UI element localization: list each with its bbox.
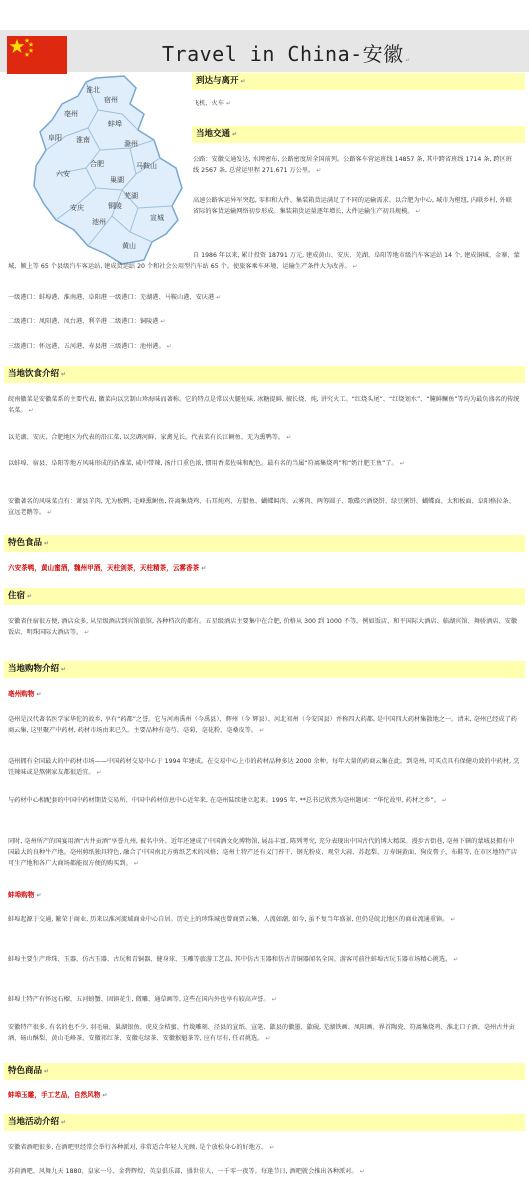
activities-paragraph-1: 安徽省酒吧很多, 在酒吧里经常会举行各种派对, 非常适合年轻人光顾, 是个放松身心的好地方。 ↵ [8,1144,275,1151]
map-label: 池州 [92,218,106,226]
map-label: 巢湖 [110,176,124,184]
section-heading-shopping: 当地购物介绍 ↵ [4,661,525,678]
section-heading-specialty-goods: 特色商品 ↵ [4,1063,525,1080]
map-label: 宣城 [150,214,164,222]
specialty-food-list: 六安茶鸭，黄山蜜酒，魏州甲酒，天柱剑茶，天柱精茶，云雾香茶 ↵ [8,564,207,572]
shopping-paragraph-6: 蚌埠主要生产珍珠、玉器、仿古玉器、古玩和青铜器、健身球、玉雕等旅游工艺品, 其中仿古玉器和仿古青铜器闻名全国。游客可前往蚌埠古玩玉器市场精心挑选。 ↵ [8,956,459,963]
map-label: 芜湖 [124,192,138,200]
map-label: 淮北 [86,86,100,94]
map-label: 蚌埠 [108,120,122,128]
food-paragraph-1: 皖南徽菜是安徽菜系的主要代表, 徽菜向以烹制山珍海味而著称。它的特点是常以火腿佐味, 冰糖提鲜, 擅长烧、炖, 讲究火工。“红烧头尾”、“红烧划水”、“腌鲜鳜鱼”等均为最负盛名的传统名菜。 ↵ [8,396,520,414]
section-heading-lodging: 住宿 ↵ [4,588,525,605]
map-label: 安庆 [70,204,84,212]
specialty-goods-list: 蚌埠玉雕，手工艺品，自然风物 ↵ [8,1091,108,1099]
shopping-paragraph-7: 蚌埠土特产有怀远石榴、五河螃蟹、固镇花生, 微雕、通草画等, 这些在国内外也享有较高声誉。 ↵ [8,996,277,1003]
shopping-paragraph-2: 亳州拥有全国最大的中药材市场——中国药材交易中心于 1994 年建成。在交易中心上市的药材品种多达 2000 余种。每年大量的药商云集在此。到亳州, 可买点具有保健功效的中药材, 烹饪辣味或是熬粥家友都很适宜。 ↵ [8,758,520,776]
anhui-map-icon [26,70,188,270]
transport-ports-3: 三级港口：怀远港、五河港、寿县港 三级港口：池州港。 ↵ [8,343,172,350]
map-label: 马鞍山 [136,162,157,170]
food-paragraph-4: 安徽著名的风味菜点有：萧县羊肉, 无为板鸭, 毛峰熏鲥鱼, 符离集烧鸡、石耳炖鸡、方腊鱼、蝴蝶鲟肉、云雾肉、两筹圆子、歌碟兴酒烧饼、绿豆粥饼、蝴蝶面、太和板面、阜阳格拉条、宣远老鹅等。 ↵ [8,498,515,516]
lodging-paragraph: 安徽省住宿很方便, 酒店众多, 从星级酒店到宾馆旅馆, 各种档次的都有。五星级酒店主要集中在合肥, 价格从 300 到 1000 不等。例如饭店、和平国际大酒店、临湖宾馆、舞骄酒店、安徽饭店、明珠国际大酒店等。 ↵ [8,618,518,636]
section-heading-food: 当地饮食介绍 ↵ [4,366,525,383]
map-label: 宿州 [104,96,118,104]
transport-ports-2: 二级港口：凤阳港、凤台港、利辛港 二级港口：铜陵港 ↵ [8,318,166,325]
shopping-paragraph-1: 亳州是汉代著名医学家华佗的故乡, 享有“药都”之誉。它与河南禹州（今禹县）、辉州（今 辉县）、河北祁州（今安国县）并称四大药都, 是中国四大药材集散地之一。清末, 亳州已经成了药商云集, 这里聚产中药材, 药材市场由来已久。主要品种有亳芍、亳菊、亳花粉、亳桑皮等。 ↵ [8,716,517,734]
map-label: 淮南 [76,136,90,144]
shopping-paragraph-8: 安徽特产很多, 有名的也不少, 羽毛扇、巢湖银鱼、虎皮金桔蜜、竹篾雕刻、泾县的宣纸、宣笔、歙县的徽墨、歙砚, 芜湖铁画、凤阳画、界首陶瓷、符离集烧鸡、淮北口子酒、亳州古井贡酒、砀山酥梨、黄山毛峰茶、安徽祁红茶、安徽屯绿茶、安徽猴魁茶等, 应有尽有, 任君挑选。 ↵ [8,1024,515,1042]
china-flag-icon [7,36,67,74]
food-paragraph-3: 以蚌埠、宿县、阜阳等地方风味形成的沿淮菜, 咸中带辣, 汤汁口重色浓, 惯用香菜佐味和配色。最有名的当属“符离集烧鸡”和“奶汁肥王鱼”了。 ↵ [8,460,405,467]
shopping-paragraph-3: 与药材中心相配套的中国中药材期货交易所、中国中药材信息中心近年来, 在亳州陆续建立起来。1995 年, **总书记欣然为亳州题词：“华佗故里, 药材之乡”。 ↵ [8,797,447,804]
map-label: 亳州 [64,110,78,118]
activities-paragraph-2: 苏荷酒吧、风舞九天 1880、皇家一号、金碧辉煌、英皇俱乐部、盛世佳人、一千零一夜等。每逢节日, 酒吧就会推出各种派对。 ↵ [8,1168,365,1175]
transport-paragraph-3: 自 1986 年以来, 累计投资 18791 万元, 建成黄山、安庆、芜湖、阜阳等地市级汽车客运站 14 个, 建成铜城、金寨、蒙城、颍上等 65 个县级汽车客运站, 建成货运站 20 个和社会公用型汽车站 65 个。使旅客乘车环境、运输生产条件大为改善。 ↵ [8,252,520,270]
arrive-text: 飞机、火车 ↵ [193,100,231,107]
transport-paragraph-2: 高速公路客运异军突起, 零担和大件、集装箱货运满足了不同的运输需求。以合肥为中心, 城市为枢纽, 内联乡村, 外联省际的客货运输网络初步形成。集装箱货运量逐年增长, 大件运输生产初具规模。 ↵ [193,197,512,215]
section-heading-arrive: 到达与离开 ↵ [192,73,525,90]
map-label: 铜陵 [108,202,122,210]
map-label: 阜阳 [48,134,62,142]
shopping-subheading-bengbu: 蚌埠购物 ↵ [8,891,42,899]
map-label: 滁州 [124,140,138,148]
map-label: 六安 [56,170,70,178]
transport-paragraph-1: 公路：安徽交通发达, 水网密布, 公路密度居全国前列。公路客车营运班线 14857 条, 其中跨省班线 1714 条, 跨区班线 2567 条, 总营运里程 271.671 万公里。 ↵ [193,156,512,174]
map-label: 合肥 [90,160,104,168]
shopping-paragraph-5: 蚌埠起源于交通, 繁荣于商业, 历来以淮河流域商业中心自居。历史上的珍珠城也曾商贾云集、人流如潮, 如今, 虽不复当年盛景, 但仍是皖北地区的商业流通重镇。 ↵ [8,916,456,923]
shopping-subheading-bozhou: 亳州购物 ↵ [8,690,42,698]
section-heading-activities: 当地活动介绍 ↵ [4,1114,525,1131]
transport-ports-1: 一级港口：蚌埠港、淮南港、阜阳港 一级港口：芜湖港、马鞍山港、安庆港 ↵ [8,294,222,301]
section-heading-specialty-food: 特色食品 ↵ [4,535,525,552]
page-title: Travel in China-安徽 ↵ [162,42,410,66]
map-label: 黄山 [122,242,136,250]
section-heading-transport: 当地交通 ↵ [192,126,525,143]
food-paragraph-2: 以芜湖、安庆、合肥地区为代表的沿江菜, 以烹调河鲜、家禽见长。代表菜有长江鲥鱼、无为熏鸭等。 ↵ [8,434,292,441]
shopping-paragraph-4: 同时, 亳州所产的国宴用酒“古井贡酒”享誉九州, 被名中外。近年还建成了中国酒文化博物馆, 展品丰富, 陈列考究, 充分表现出中国古代的博大精深。漫步古街巷, 亳州下辖的蒙城县拥有中国最大的良种牛产地。亳州剪纸独具特色, 融合了中国南北方剪纸艺术的风格；亳州土特产还有义门苔干、钢光粉皮、观堂大蒜、苏起梨、万寿铜黄面、狗皮膏子、布鞋等, 在市区地特产店可生产地和各广大商场都能很方便的购买到。 ↵ [8,838,518,867]
